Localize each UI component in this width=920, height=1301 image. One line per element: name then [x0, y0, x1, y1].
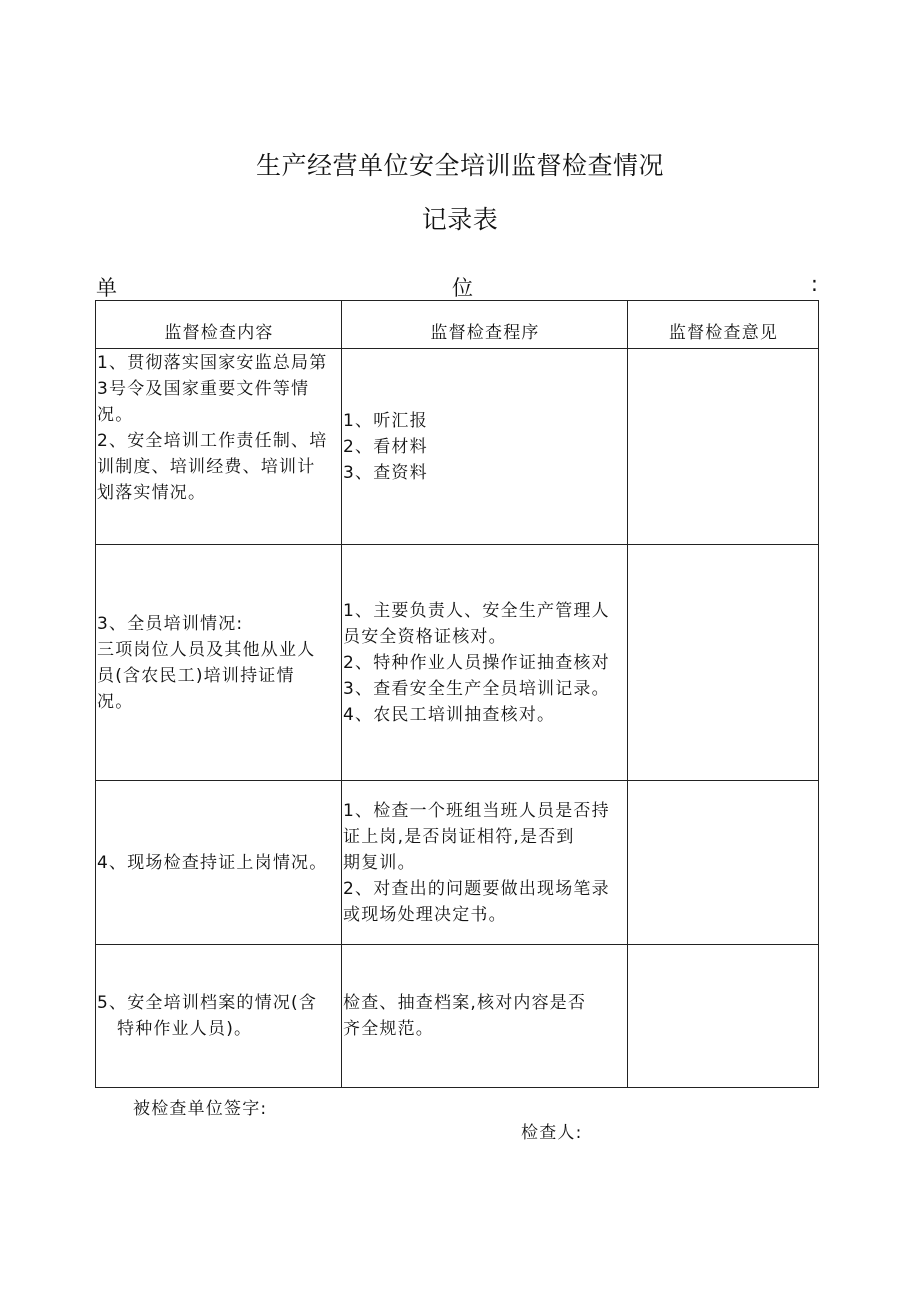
row3-procedure-cell	[342, 781, 628, 945]
row2-procedure-line: 员安全资格证核对。	[343, 626, 507, 647]
row2-procedure-cell	[342, 545, 628, 781]
row3-content-line: 4、现场检查持证上岗情况。	[97, 852, 328, 873]
row1-content-line: 况。	[97, 405, 134, 425]
inspected-unit-signature-label: 被检查单位签字:	[133, 1099, 268, 1119]
row4-procedure-cell	[342, 945, 628, 1088]
row4-content-line: 5、安全培训档案的情况(含	[97, 993, 318, 1013]
row2-procedure-line: 4、农民工培训抽查核对。	[343, 704, 556, 725]
table-row	[96, 781, 819, 945]
row1-procedure-line: 3、查资料	[343, 462, 428, 483]
row3-procedure-line: 或现场处理决定书。	[343, 904, 507, 925]
row1-content-cell	[96, 349, 342, 545]
unit-label-char2: 位	[452, 276, 473, 300]
row2-opinion-cell	[628, 545, 819, 781]
row3-procedure-line: 证上岗,是否岗证相符,是否到	[343, 826, 575, 847]
row1-content-line: 2、安全培训工作责任制、培	[97, 431, 328, 451]
row3-procedure-line: 2、对查出的问题要做出现场笔录	[343, 878, 610, 899]
row1-content-line: 训制度、培训经费、培训计	[97, 457, 316, 477]
row2-procedure-line: 3、查看安全生产全员培训记录。	[343, 678, 610, 699]
header-procedure: 监督检查程序	[342, 301, 628, 349]
row1-content-line: 划落实情况。	[97, 483, 207, 503]
row3-procedure-line: 期复训。	[343, 852, 416, 873]
row4-content-cell	[96, 945, 342, 1088]
unit-row	[96, 272, 818, 300]
header-opinion: 监督检查意见	[628, 301, 819, 349]
row1-procedure-line: 2、看材料	[343, 436, 428, 457]
row2-content-cell	[96, 545, 342, 781]
row2-content-line: 况。	[97, 691, 134, 712]
row3-procedure-line: 1、检查一个班组当班人员是否持	[343, 800, 610, 821]
unit-label-char1: 单	[96, 276, 117, 300]
document-title-line1: 生产经营单位安全培训监督检查情况	[255, 151, 664, 180]
row3-content-cell	[96, 781, 342, 945]
table-row	[96, 945, 819, 1088]
row2-content-line: 三项岗位人员及其他从业人	[97, 639, 316, 660]
row4-procedure-line: 齐全规范。	[343, 1019, 434, 1039]
inspection-table	[95, 300, 819, 1088]
row2-procedure-line: 2、特种作业人员操作证抽查核对	[343, 652, 610, 673]
row1-content-line: 1、贯彻落实国家安监总局第	[97, 353, 328, 373]
table-row	[96, 349, 819, 545]
row1-procedure-cell	[342, 349, 628, 545]
row2-content-line: 员(含农民工)培训持证情	[97, 665, 295, 686]
table-header-row	[96, 301, 819, 349]
row1-content-line: 3号令及国家重要文件等情	[97, 379, 310, 399]
header-content: 监督检查内容	[96, 301, 342, 349]
row2-procedure-line: 1、主要负责人、安全生产管理人	[343, 600, 610, 621]
row2-content-line: 3、全员培训情况:	[97, 613, 244, 634]
row4-content-line: 特种作业人员)。	[117, 1019, 253, 1039]
unit-label-colon: :	[810, 272, 818, 296]
row1-procedure-line: 1、听汇报	[343, 410, 428, 431]
row4-opinion-cell	[628, 945, 819, 1088]
document-title-line2: 记录表	[421, 205, 499, 234]
row3-opinion-cell	[628, 781, 819, 945]
table-row	[96, 545, 819, 781]
row1-opinion-cell	[628, 349, 819, 545]
inspector-label: 检查人:	[521, 1123, 583, 1143]
row4-procedure-line: 检查、抽查档案,核对内容是否	[343, 993, 587, 1013]
